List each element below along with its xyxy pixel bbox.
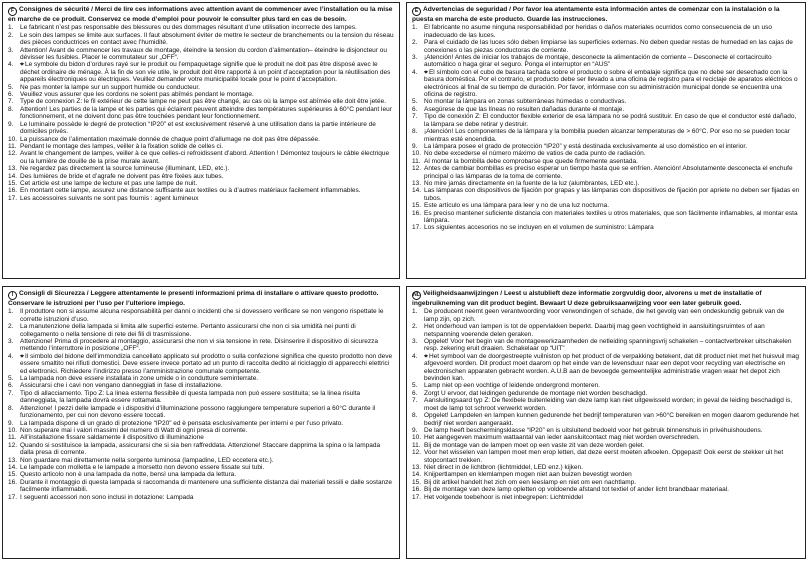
instruction-list [8, 24, 394, 202]
item-text: Para el cuidado de las luces sólo deben limpiarse las superficies externas. No deben quedar restas de humedad en las cajas de conexiones o las piezas conductoras de corriente. [424, 39, 793, 54]
item-text: Opgelet! Voor het begin van de montagewerkzaamheden de netleiding spanningsvrij schakelen – contactverbreker uitschakelen resp. zekering eruit draaien. Schakelaar op “UIT” [424, 338, 792, 353]
item-text: El fabricante no asume ninguna responsabilidad por heridas o daños materiales ocurridos como consecuencia de un uso inadecuado de las luces. [424, 24, 772, 39]
item-text: Ne pas monter la lampe sur un support humide ou conducteur. [20, 83, 200, 91]
crossed-bin-icon: ⌖ [20, 61, 24, 69]
item-text: ¡Atención! Antes de iniciar los trabajos de montaje, desconecte la alimentación de corriente – Desconecte el cortacircuito automático o haga girar el seguro. Ponga el interruptor en “AUS” [424, 54, 772, 69]
item-number: 3. [412, 338, 418, 346]
item-text: Opgelet! Lampdelen en lampen kunnen gedurende het bedrijf temperaturen van >60°C bereiken en mogen daarom gedurende het bedrijf niet worden aangeraakt. [424, 412, 799, 427]
item-number: 7. [8, 98, 14, 106]
language-flag-icon: I [8, 291, 17, 300]
list-item [8, 61, 394, 83]
item-number: 13. [412, 463, 422, 471]
item-number: 10. [412, 434, 422, 442]
item-text: Questo articolo non è una lampada da notte, bensì una lampada da lettura. [20, 471, 237, 479]
item-text: Es preciso mantener suficiente distancia con materiales textiles u otros materiales, que son fácilmente inflamables, al montar esta lámpara. [424, 209, 798, 224]
item-body [20, 32, 394, 47]
item-number: 6. [412, 105, 418, 113]
item-number: 5. [412, 382, 418, 390]
item-body [20, 420, 394, 427]
item-number: 5. [412, 98, 418, 106]
item-number: 14. [8, 463, 18, 471]
item-number: 3. [412, 54, 418, 62]
item-number: 15. [412, 202, 422, 210]
item-text: Bij de montage van de lampen moet op een vaste zit van deze worden gelet. [424, 441, 645, 449]
item-body [424, 397, 800, 412]
item-body [20, 323, 394, 338]
list-item [8, 165, 394, 172]
list-item [8, 91, 394, 98]
item-text: Aansluitingsaard typ Z: De flexibele buitenleiding van deze lamp kan niet uitgewisseld worden; in geval de leiding beschadigd is, moet de lamp tot schroot verwerkt worden. [424, 397, 793, 412]
item-text: Des lumières de bride et d’agrafe ne doivent pas être fixées aux tubes. [20, 172, 224, 180]
item-number: 4. [8, 61, 14, 69]
item-body [20, 91, 394, 98]
section-heading [412, 290, 800, 307]
item-text: Tipo de conexión Z: El conductor flexible exterior de esa lámpara no se podrá sustituir. En caso de que el conductor esté dañado, la lámpara se debe retirar y destruir. [424, 113, 797, 128]
item-text: Het volgende toebehoor is niet inbegrepen: Lichtmiddel [424, 493, 583, 501]
list-item [412, 98, 800, 105]
list-item [8, 464, 394, 471]
item-number: 1. [8, 308, 14, 316]
item-body [20, 195, 394, 202]
item-number: 17. [412, 224, 422, 232]
list-item [412, 106, 800, 113]
item-body [424, 486, 800, 493]
item-number: 2. [412, 323, 418, 331]
item-body [424, 165, 800, 180]
crossed-bin-icon: ⌖ [20, 352, 24, 360]
list-item [8, 479, 394, 494]
item-body [20, 494, 394, 501]
item-text: Le luminaire possède le degré de protection “IP20” et est exclusivement réservé à une utilisation dans la partie intérieure de domiciles privés. [20, 120, 376, 136]
item-number: 5. [8, 83, 14, 91]
item-number: 2. [8, 323, 14, 331]
list-item [8, 420, 394, 427]
item-text: Durante il montaggio di questa lampada si raccomanda di mantenere una sufficiente distanza dai materiali tessili e dalle sostanze facilmente infiammabili. [20, 478, 393, 494]
item-body [20, 375, 394, 382]
list-item [8, 121, 394, 136]
item-number: 5. [8, 375, 14, 383]
item-number: 9. [412, 426, 418, 434]
item-body [20, 143, 394, 150]
list-item [8, 494, 394, 501]
item-body [424, 98, 800, 105]
item-body [20, 405, 394, 420]
list-item [8, 180, 394, 187]
item-number: 10. [8, 135, 18, 143]
item-text: Las lámparas con dispositivos de fijación por grapas y las lámparas con dispositivos de fijación por apriete no deben ser fijadas en tubos. [424, 187, 800, 202]
item-body [424, 353, 800, 383]
item-number: 9. [8, 419, 14, 427]
list-item [8, 471, 394, 478]
item-body [424, 113, 800, 128]
item-body [20, 84, 394, 91]
item-body [20, 106, 394, 121]
item-text: Al montar la bombilla debe comprobarse que quede firmemente asentada. [424, 157, 638, 165]
list-item [412, 210, 800, 225]
item-text: Non superare mai i valori massimi del numero di Watt di ogni presa di corrente. [20, 426, 248, 434]
list-item [8, 24, 394, 31]
item-number: 15. [8, 179, 18, 187]
item-text: La lampada dispone di un grado di protezione “IP20” ed è pensata esclusivamente per interni e per l’uso privato. [20, 419, 344, 427]
list-item [412, 442, 800, 449]
item-body [424, 494, 800, 501]
item-body [20, 382, 394, 389]
item-number: 8. [412, 128, 418, 136]
item-body [424, 187, 800, 202]
item-text: Le symbole du bidon d’ordures rayé sur le produit ou l’empaquetage signifie que le produit ne doit pas être disposé avec le déchet ordinaire de ménage. À la fin de son vie utile, le produit doit être rapporté à un point d’acceptation pour la réutilisation des appareils électroniques ou électriques. Veuillez demander votre municipalité locale pour le point d’acceptation. [20, 61, 391, 84]
item-number: 11. [412, 441, 421, 449]
safety-panel-dutch [406, 286, 806, 559]
item-body [20, 479, 394, 494]
item-body [20, 165, 394, 172]
item-text: De producent neemt geen verantwoording voor verwondingen of schade, die het gevolg van een ondeskundig gebruik van de lamp zijn, op zich. [424, 308, 785, 323]
item-text: Lamp niet op een vochtige of leidende ondergrond monteren. [424, 382, 600, 390]
safety-panel-french [2, 2, 400, 279]
list-item [412, 397, 800, 412]
item-text: Niet direct in de lichtbron (lichtmiddel, LED enz.) kijken. [424, 463, 583, 471]
list-item [8, 195, 394, 202]
item-body [424, 308, 800, 323]
item-text: Le lampade con molletta e le lampade a morsetto non devono essere fissate sui tubi. [20, 463, 265, 471]
item-body [424, 338, 800, 353]
item-text: Voor het wisselen van lampen moet men erop letten, dat deze eerst moeten afkoelen. Opgepast! Ook eerst de stekker uit het stopcontact trekken. [424, 449, 784, 464]
item-body [20, 457, 394, 464]
list-item [8, 308, 394, 323]
list-item [412, 54, 800, 69]
item-number: 13. [8, 165, 18, 173]
item-text: De lamp heeft beschermingsklasse “IP20” en is uitsluitend bedoeld voor het gebruik binnenshuis in privéhuishoudens. [424, 426, 763, 434]
language-flag-icon: NL [413, 292, 420, 298]
item-number: 6. [8, 382, 14, 390]
list-item [412, 382, 800, 389]
list-item [412, 180, 800, 187]
list-item [412, 69, 800, 99]
list-item [8, 136, 394, 143]
item-text: La lámpara posee el grado de protección “IP20” y está destinada exclusivamente al uso doméstico en el interior. [424, 142, 748, 150]
item-body [424, 412, 800, 427]
list-item [8, 353, 394, 375]
item-body [424, 442, 800, 449]
list-item [412, 187, 800, 202]
crossed-bin-icon: ⌖ [424, 68, 428, 76]
item-number: 11. [8, 434, 17, 442]
item-number: 16. [412, 486, 422, 494]
item-body [424, 224, 800, 231]
item-text: El símbolo con el cubo de basura tachada sobre el producto o sobre el embalaje significa que no debe ser desechado con la basura doméstica. Por el contrario, el producto debe ser llevado a una oficina de registro para el reciclaje de aparatos eléctricos o electrónicos al final de su tiempo de duración. Por favor, infórmase con su administración municipal donde se encuentra una oficina de registro. [424, 68, 798, 99]
item-number: 17. [8, 194, 18, 202]
list-item [8, 84, 394, 91]
item-body [424, 390, 800, 397]
item-body [424, 180, 800, 187]
list-item [8, 143, 394, 150]
item-number: 7. [412, 397, 418, 405]
item-number: 10. [8, 426, 18, 434]
list-item [8, 98, 394, 105]
item-number: 15. [412, 478, 422, 486]
list-item [412, 113, 800, 128]
item-number: 12. [412, 449, 422, 457]
item-body [20, 187, 394, 194]
item-body [424, 69, 800, 99]
item-text: Attention! Avant de commencer les travaux de montage, éteindre la tension du cordon d’alimentation– éteindre le disjoncteur ou dévisser les fusibles. Placer le commutateur sur „OFF“. [20, 46, 387, 62]
list-item [412, 449, 800, 464]
item-number: 3. [8, 338, 14, 346]
item-body [20, 98, 394, 105]
item-number: 13. [412, 179, 422, 187]
heading-text: Consigli di Sicurezza / Leggere attentamente le presenti informazioni prima di installare o attivare questo prodotto. Conservare le istruzioni per l’uso per l’ulteriore impiego. [8, 290, 379, 307]
item-text: Ne regardez pas directement la source lumineuse (illuminant, LED, etc.). [20, 165, 230, 173]
list-item [412, 143, 800, 150]
item-number: 1. [412, 308, 418, 316]
heading-text: Advertencias de seguridad / Por favor lea atentamente esta información antes de comenzar con la instalación o la puesta en marcha de este producto. Guarde las instrucciones. [412, 6, 780, 23]
item-text: Le soin des lampes se limite aux surfaces. Il faut absolument éviter de mettre le secteur de branchements ou la tension du réseau des pièces conductrices en contact avec l’humidité. [20, 31, 394, 47]
item-number: 2. [412, 39, 418, 47]
item-number: 15. [8, 471, 18, 479]
item-text: Pendant le montage des lampes, veiller à la fixation solide de celles ci. [20, 142, 224, 150]
item-number: 14. [412, 471, 422, 479]
list-item [8, 47, 394, 62]
item-number: 13. [8, 456, 18, 464]
list-item [412, 486, 800, 493]
list-item [412, 338, 800, 353]
list-item [412, 308, 800, 323]
item-body [424, 39, 800, 54]
heading-text: Veiligheidsaanwijzingen / Leest u alstublieft deze informatie zorgvuldig door, alvorens u met de installatie of ingebruikneming van dit product begint. Bewaart U deze gebruiksaanwijzing voor een later gebruik goed. [412, 290, 762, 307]
item-text: No mire jamás directamente en la fuente de la luz (alumbrantes, LED etc.). [424, 179, 640, 187]
item-body [20, 150, 394, 165]
list-item [8, 338, 394, 353]
item-body [20, 353, 394, 375]
item-body [424, 202, 800, 209]
instruction-list [412, 308, 800, 501]
item-text: Antes de cambiar bombillas es preciso esperar un tiempo hasta que se enfríen. Atención! Absolutamente desconecta el enchufe principal o las lámparas de la toma de corriente. [424, 165, 793, 180]
item-body [424, 128, 800, 143]
item-body [424, 382, 800, 389]
list-item [412, 39, 800, 54]
item-text: En montant cette lampe, assurez une distance suffisante aux textiles ou à d’autres matériaux facilement inflammables. [20, 187, 361, 195]
language-flag-icon: E [412, 7, 421, 16]
item-text: Attenzione! Prima di procedere al montaggio, assicurarsi che non vi sia tensione in rete. Disinserire il dispositivo di sicurezza mettendo l’interruttore in posizione „OFF“. [20, 338, 379, 353]
item-number: 8. [412, 412, 418, 420]
item-number: 9. [8, 120, 14, 128]
item-body [20, 121, 394, 136]
item-text: Zorgt U ervoor, dat leidingen gedurende de montage niet worden beschadigd. [424, 389, 648, 397]
item-body [424, 323, 800, 338]
item-number: 4. [412, 352, 418, 360]
item-text: Attenzione! I pezzi delle lampade e i dispositivi d’illuminazione possono raggiungere temperature superiori a 60°C durante il funzionamento, per cui non devono essere toccati. [20, 404, 376, 420]
item-body [20, 390, 394, 405]
item-number: 4. [8, 352, 14, 360]
item-text: Los siguientes accesorios no se incluyen en el volumen de suministro: Lámpara [424, 224, 654, 232]
item-text: La manutenzione della lampada si limita alle superfici esterne. Pertanto assicurarsi che non ci sia umidità nei punti di collegamento o nella tensione di rete dei fili di trasmissione. [20, 323, 356, 338]
list-item [412, 471, 800, 478]
item-number: 16. [8, 478, 18, 486]
item-body [424, 158, 800, 165]
item-body [424, 150, 800, 157]
list-item [8, 405, 394, 420]
item-text: Il simbolo del bidone dell’immondizia cancellato applicato sul prodotto o sulla confezione significa che questo prodotto non deve essere smaltito nei rifiuti domestici. Deve essere invece portato ad un punto di raccolta dedito al riciclaggio di apparecchi elettrici ed elettronici. Richiedere l’indirizzo presso l’amministrazione comunale competente. [20, 352, 393, 375]
item-number: 10. [412, 150, 422, 158]
item-number: 17. [8, 493, 18, 501]
item-body [424, 427, 800, 434]
item-body [424, 143, 800, 150]
list-item [8, 323, 394, 338]
item-number: 1. [8, 24, 14, 32]
item-body [20, 61, 394, 83]
safety-panel-spanish [406, 2, 806, 279]
item-body [20, 427, 394, 434]
item-body [20, 47, 394, 62]
item-text: Het aangegeven maximum wattaantal van ieder aansluitcontact mag niet worden overschreden. [424, 434, 700, 442]
list-item [8, 382, 394, 389]
item-number: 16. [412, 209, 422, 217]
item-body [424, 479, 800, 486]
item-number: 17. [412, 493, 422, 501]
item-number: 6. [8, 91, 14, 99]
item-number: 16. [8, 187, 18, 195]
list-item [412, 427, 800, 434]
list-item [8, 150, 394, 165]
item-text: Il produttore non si assume alcuna responsabilità per danni o incidenti che si dovessero verificare se non vengono rispettate le corrette istruzioni d’uso. [20, 308, 384, 323]
item-text: No debe excederse el número máximo de vatios de cada punto de radiación. [424, 150, 646, 158]
item-body [424, 449, 800, 464]
item-text: Cet article est une lampe de lecture et pas une lampe de nuit. [20, 179, 198, 187]
list-item [412, 150, 800, 157]
item-number: 4. [412, 68, 418, 76]
list-item [8, 457, 394, 464]
list-item [412, 494, 800, 501]
list-item [412, 464, 800, 471]
item-text: Avant le changement de lampes, veiller à ce que celles-ci refroidissent d’abord. Attention ! Démontez toujours le câble électrique ou la lumière de douille de la prise murale avant. [20, 150, 390, 165]
item-number: 1. [412, 24, 418, 32]
list-item [412, 224, 800, 231]
list-item [412, 412, 800, 427]
list-item [412, 165, 800, 180]
heading-text: Consignes de sécurité / Merci de lire ces informations avec attention avant de commencer avec l’installation ou la mise en marche de ce produit. Conservez ce mode d’emploi pour pouvoir le consulter plus tard en cas de besoin. [8, 6, 393, 23]
list-item [412, 434, 800, 441]
item-number: 12. [412, 165, 422, 173]
item-body [20, 173, 394, 180]
item-body [20, 471, 394, 478]
item-number: 8. [8, 404, 14, 412]
item-number: 12. [8, 441, 18, 449]
item-text: Bij de montage van deze lamp opletten op voldoende afstand tot textiel of ander licht brandbaar materiaal. [424, 486, 729, 494]
item-text: Este artículo es una lámpara para leer y no de una luz nocturna. [424, 202, 609, 210]
list-item [8, 427, 394, 434]
safety-panel-italian [2, 286, 400, 559]
list-item [412, 323, 800, 338]
item-body [20, 442, 394, 457]
item-text: Het onderhoud van lampen is tot de oppervlakken beperkt. Daarbij mag geen vochtigheid in aansluitingsruimtes of aan netspanning voerende delen geraken. [424, 323, 765, 338]
item-text: I seguenti accessori non sono inclusi in dotazione: Lampada [20, 493, 194, 501]
item-body [424, 471, 800, 478]
item-text: Type de connexion Z: le fil extérieur de cette lampe ne peut pas être changé, au cas où la lampe est abîmée elle doit être jetée. [20, 98, 387, 106]
item-number: 7. [8, 389, 14, 397]
list-item [412, 202, 800, 209]
item-body [424, 24, 800, 39]
item-text: Le fabricant n’est pas responsable des blessures ou des dommages résultant d’une utilisation incorrecte des lampes. [20, 24, 357, 32]
item-body [424, 434, 800, 441]
item-number: 2. [8, 31, 14, 39]
section-heading [412, 6, 800, 23]
item-body [424, 106, 800, 113]
item-number: 3. [8, 46, 14, 54]
item-text: Bij dit artikel handelt het zich om een leeslamp en niet om een nachtlamp. [424, 478, 637, 486]
instruction-list [412, 24, 800, 231]
language-flag-icon: F [8, 7, 17, 16]
item-body [20, 180, 394, 187]
item-text: ¡Atención! Los componentes de la lámpara y la bombilla pueden alcanzar temperaturas de > 60°C. Por eso no se pueden tocar mientras esté encendida. [424, 128, 790, 143]
list-item [8, 32, 394, 47]
item-body [20, 338, 394, 353]
item-text: La puissance de l’alimentation maximale donnée de chaque point d’allumage ne doit pas être dépassée. [20, 135, 320, 143]
item-text: Het symbool van de doorgestreepte vuilniston op het product of de verpakking betekent, dat dit product niet met het huisvuil mag afgevoerd worden. Dit product moet daarom op het einde van de levensduur naar een depot voor recycling van electrische en electronischen apparaten gebracht worden. A.U.B aan de bevoegde gemeentelijke administratie vragen waar het depot zich bevinden kan. [424, 352, 799, 383]
item-body [424, 210, 800, 225]
list-item [8, 106, 394, 121]
list-item [412, 479, 800, 486]
section-heading [8, 290, 394, 307]
list-item [412, 158, 800, 165]
item-text: Asegúrese de que las líneas no resulten dañadas durante el montaje. [424, 105, 625, 113]
item-number: 7. [412, 113, 418, 121]
item-text: Knijpertlampen en klemlampen mogen niet aan buizen bevestigt worden [424, 471, 632, 479]
item-number: 11. [412, 157, 421, 165]
item-body [20, 434, 394, 441]
item-text: La lampada non deve essere installata in zone umide o in condutture seminterrate. [20, 375, 259, 383]
list-item [412, 390, 800, 397]
item-number: 6. [412, 389, 418, 397]
item-number: 14. [8, 172, 18, 180]
list-item [412, 128, 800, 143]
item-text: Quando si sostituisce la lampada, assicurarsi che si sia ben raffreddata. Attenzione! Staccare dapprima la spina o la lampada dalla presa di corrente. [20, 441, 381, 457]
list-item [8, 375, 394, 382]
item-number: 14. [412, 187, 422, 195]
item-body [424, 464, 800, 471]
item-text: Tipo di allacciamento. Tipo Z: La linea esterna flessibile di questa lampada non può essere sostituita; se la linea risulta danneggiata, la lampada dovrà essere rottamata. [20, 389, 361, 405]
item-text: Attention! Les parties de la lampe et les parties qui éclairent peuvent atteindre des températures supérieures à 60°C pendant leur fonctionnement, et ne doivent donc pas être touchées pendant leur fonctionnement. [20, 105, 392, 121]
list-item [412, 353, 800, 383]
item-body [424, 54, 800, 69]
list-item [8, 173, 394, 180]
list-item [8, 442, 394, 457]
list-item [412, 24, 800, 39]
item-text: Non guardare mai direttamente nella sorgente luminosa (lampadine, LED eccetera etc.). [20, 456, 274, 464]
item-number: 8. [8, 105, 14, 113]
item-number: 12. [8, 150, 18, 158]
list-item [8, 434, 394, 441]
list-item [8, 390, 394, 405]
item-body [20, 24, 394, 31]
item-text: Veuillez vous assurer que les cordons ne soient pas abîmés pendant le montage. [20, 91, 254, 99]
item-number: 9. [412, 142, 418, 150]
item-body [20, 464, 394, 471]
item-text: No montar la lámpara en zonas subterráneas húmedas o conductivas. [424, 98, 627, 106]
crossed-bin-icon: ⌖ [424, 352, 428, 360]
list-item [8, 187, 394, 194]
instruction-list [8, 308, 394, 501]
item-body [20, 136, 394, 143]
item-text: Les accessoires suivants ne sont pas fournis : agent lumineux [20, 194, 199, 202]
section-heading [8, 6, 394, 23]
item-text: All’installazione fissare saldamente il dispositivo di illuminazione [20, 434, 204, 442]
item-body [20, 308, 394, 323]
item-number: 11. [8, 142, 17, 150]
item-text: Assicurarsi che i cavi non vengano danneggiati in fase di installazione. [20, 382, 223, 390]
